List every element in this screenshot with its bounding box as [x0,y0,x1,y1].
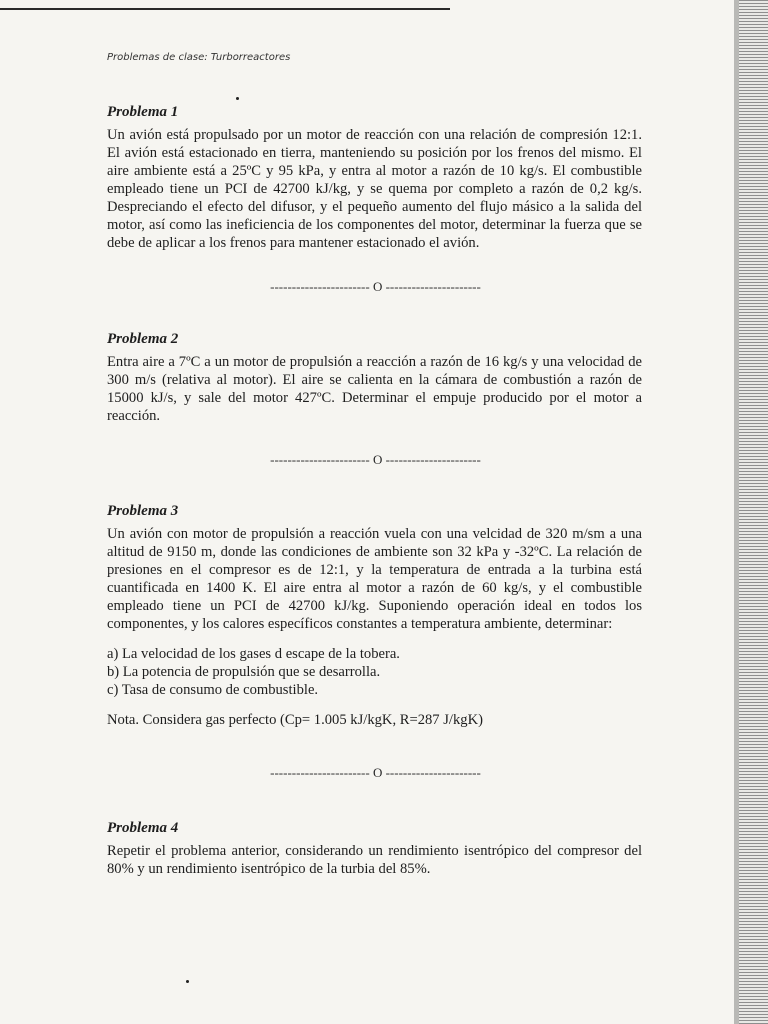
problem-2 [107,330,642,425]
list-item: c) Tasa de consumo de combustible. [107,682,319,698]
problem-3 [107,502,642,729]
problem-4 [107,819,642,878]
separator-1: ----------------------- O ---------------------- [270,279,481,294]
problem-4-title: Problema 4 [107,820,179,836]
list-item: a) La velocidad de los gases d escape de la tobera. [107,646,400,662]
stray-mark [236,97,239,100]
problem-3-item-list [107,645,642,699]
stray-mark [186,980,189,983]
separator-3: ----------------------- O ---------------------- [270,765,481,780]
list-item: b) La potencia de propulsión que se desarrolla. [107,664,381,680]
separator-2: ----------------------- O ---------------------- [270,452,481,467]
problem-3-body: Un avión con motor de propulsión a reacción vuela con una velcidad de 320 m/sm a una altitud de 9150 m, donde las condiciones de ambiente son 32 kPa y -32ºC. La relación de presiones en el compresor es de 12:1, y la temperatura de entrada a la turbina está cuantificada en 1400 K. El aire entra al motor a razón de 60 kg/s, y el combustible empleado tiene un PCI de 42700 kJ/kg. Suponiendo operación ideal en todos los componentes, y los calores específicos constantes a temperatura ambiente, determinar: [107,526,642,632]
problem-1-body: Un avión está propulsado por un motor de reacción con una relación de compresión 12:1. El avión está estacionado en tierra, manteniendo su posición por los frenos del mismo. El aire ambiente está a 25ºC y 95 kPa, y entra al motor a razón de 10 kg/s. El combustible empleado tiene un PCI de 42700 kJ/kg, y se quema por completo a razón de 0,2 kg/s. Despreciando el efecto del difusor, y el pequeño aumento del flujo másico a la salida del motor, así como las ineficiencia de los componentes del motor, determinar la fuerza que se debe de aplicar a los frenos para mantener estacionado el avión. [107,127,642,251]
scan-binding-edge [734,0,768,1024]
problem-1 [107,103,642,252]
problem-1-title: Problema 1 [107,104,179,120]
scan-top-rule [0,8,450,10]
problem-3-note: Nota. Considera gas perfecto (Cp= 1.005 kJ/kgK, R=287 J/kgK) [107,712,483,728]
problem-2-body: Entra aire a 7ºC a un motor de propulsión a reacción a razón de 16 kg/s y una velocidad de 300 m/s (relativa al motor). El aire se calienta en la cámara de combustión a razón de 15000 kJ/s, y sale del motor 427ºC. Determinar el empuje producido por el motor a reacción. [107,354,642,424]
page-header: Problemas de clase: Turborreactores [107,52,291,63]
problem-3-title: Problema 3 [107,503,179,519]
problem-4-body: Repetir el problema anterior, considerando un rendimiento isentrópico del compresor del 80% y un rendimiento isentrópico de la turbia del 85%. [107,843,642,877]
problem-2-title: Problema 2 [107,331,179,347]
